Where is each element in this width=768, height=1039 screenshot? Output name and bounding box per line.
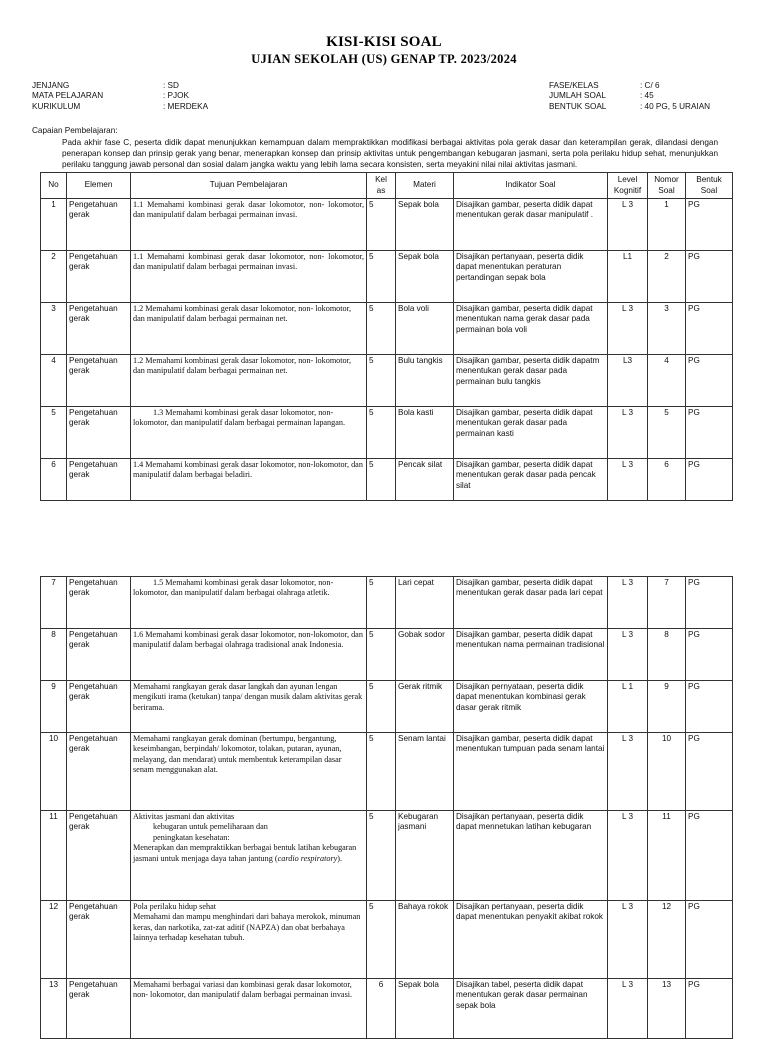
- cell-indikator: Disajikan gambar, peserta didik dapat menentukan gerak dasar pada lari cepat: [454, 577, 608, 629]
- tujuan-italic: cardio respiratory: [277, 853, 338, 863]
- cell-level: L 3: [608, 577, 648, 629]
- meta-key: JUMLAH SOAL: [549, 91, 606, 101]
- meta-row-bentuk-soal: [549, 102, 710, 112]
- cell-nomor: 12: [648, 901, 686, 979]
- cell-no: 7: [41, 577, 67, 629]
- cell-elemen: Pengetahuan gerak: [67, 251, 131, 303]
- meta-row-jenjang: [32, 81, 208, 91]
- meta-key: MATA PELAJARAN: [32, 91, 104, 101]
- tujuan-line: [133, 843, 364, 864]
- cell-indikator: Disajikan pertanyaan, peserta didik dapat menentukan peraturan pertandingan sepak bola: [454, 251, 608, 303]
- table-row: [41, 251, 733, 303]
- cell-bentuk: PG: [686, 407, 733, 459]
- cell-indikator: Disajikan gambar, peserta didik dapat menentukan nama gerak dasar pada permainan bola voli: [454, 303, 608, 355]
- meta-value: : MERDEKA: [163, 101, 209, 111]
- header-elemen: Elemen: [67, 173, 131, 199]
- cell-indikator: Disajikan gambar, peserta didik dapat menentukan nama permainan tradisional: [454, 629, 608, 681]
- cell-tujuan: 1.5 Memahami kombinasi gerak dasar lokomotor, non-lokomotor, dan manipulatif dalam berbagai olahraga atletik.: [131, 577, 367, 629]
- table-row: [41, 577, 733, 629]
- header-materi: Materi: [396, 173, 454, 199]
- cell-indikator: Disajikan gambar, peserta didik dapat menentukan gerak dasar manipulatif .: [454, 199, 608, 251]
- cell-elemen: Pengetahuan gerak: [67, 355, 131, 407]
- cell-bentuk: PG: [686, 979, 733, 1039]
- cell-materi: Sepak bola: [396, 251, 454, 303]
- cell-level: L 3: [608, 303, 648, 355]
- cell-no: 2: [41, 251, 67, 303]
- cell-no: 3: [41, 303, 67, 355]
- cell-kelas: 5: [367, 459, 396, 501]
- cell-bentuk: PG: [686, 459, 733, 501]
- cell-kelas: 5: [367, 355, 396, 407]
- cell-nomor: 11: [648, 811, 686, 901]
- cell-bentuk: PG: [686, 251, 733, 303]
- cell-tujuan: 1.1 Memahami kombinasi gerak dasar lokomotor, non- lokomotor, dan manipulatif dalam berbagai permainan invasi.: [131, 251, 367, 303]
- table-row: [41, 979, 733, 1039]
- table-row: [41, 901, 733, 979]
- meta-left: [32, 81, 208, 112]
- table-row: [41, 303, 733, 355]
- cell-tujuan: 1.2 Memahami kombinasi gerak dasar lokomotor, non- lokomotor, dan manipulatif dalam berbagai permainan net.: [131, 355, 367, 407]
- cell-no: 1: [41, 199, 67, 251]
- table-row: [41, 407, 733, 459]
- cell-kelas: 5: [367, 199, 396, 251]
- cell-materi: Pencak silat: [396, 459, 454, 501]
- capaian-text: Pada akhir fase C, peserta didik dapat menunjukkan kemampuan dalam mempraktikkan modifikasi berbagai aktivitas pola gerak dasar dan keterampilan gerak, dilandasi dengan penerapan konsep dan prinsip gerak yang benar, menerapkan konsep dan prinsip aktivitas untuk pengembangan kebugaran jasmani, serta pola perilaku hidup sehat, menunjukkan perilaku tanggung jawab personal dan sosial dalam jangka waktu yang lebih lama secara konsisten, serta meyakini nilai nilai aktivitas jasmani.: [62, 138, 718, 169]
- cell-kelas: 5: [367, 629, 396, 681]
- cell-bentuk: PG: [686, 199, 733, 251]
- cell-nomor: 1: [648, 199, 686, 251]
- table-row: [41, 459, 733, 501]
- cell-tujuan: Memahami rangkayan gerak dasar langkah dan ayunan lengan mengikuti irama (ketukan) tanpa/ dengan musik dalam aktivitas gerak berirama.: [131, 681, 367, 733]
- cell-bentuk: PG: [686, 577, 733, 629]
- cell-elemen: Pengetahuan gerak: [67, 459, 131, 501]
- cell-indikator: Disajikan gambar, peserta didik dapat menentukan gerak dasar pada permainan kasti: [454, 407, 608, 459]
- tujuan-text: ).: [337, 853, 343, 863]
- cell-elemen: Pengetahuan gerak: [67, 901, 131, 979]
- tujuan-line: Memahami dan mampu menghindari dari bahaya merokok, minuman keras, dan narkotika, zat-zat aditif (NAPZA) dan obat berbahaya lainnya terhadap kesehatan tubuh.: [133, 912, 361, 943]
- meta-value: : 40 PG, 5 URAIAN: [640, 101, 711, 111]
- meta-right: [549, 81, 710, 112]
- cell-elemen: Pengetahuan gerak: [67, 199, 131, 251]
- cell-materi: Bahaya rokok: [396, 901, 454, 979]
- cell-elemen: Pengetahuan gerak: [67, 629, 131, 681]
- meta-key: BENTUK SOAL: [549, 101, 607, 111]
- cell-level: L1: [608, 251, 648, 303]
- cell-materi: Kebugaran jasmani: [396, 811, 454, 901]
- cell-level: L 3: [608, 459, 648, 501]
- cell-no: 10: [41, 733, 67, 811]
- cell-bentuk: PG: [686, 303, 733, 355]
- header-no: No: [41, 173, 67, 199]
- cell-bentuk: PG: [686, 681, 733, 733]
- cell-kelas: 5: [367, 303, 396, 355]
- cell-elemen: Pengetahuan gerak: [67, 577, 131, 629]
- header-indikator: Indikator Soal: [454, 173, 608, 199]
- cell-no: 13: [41, 979, 67, 1039]
- cell-elemen: Pengetahuan gerak: [67, 681, 131, 733]
- cell-indikator: Disajikan tabel, peserta didik dapat menentukan gerak dasar permainan sepak bola: [454, 979, 608, 1039]
- cell-tujuan: [131, 901, 367, 979]
- cell-elemen: Pengetahuan gerak: [67, 733, 131, 811]
- cell-level: L 3: [608, 629, 648, 681]
- cell-nomor: 7: [648, 577, 686, 629]
- tujuan-line: Pola perilaku hidup sehat: [133, 902, 216, 911]
- cell-nomor: 6: [648, 459, 686, 501]
- cell-nomor: 10: [648, 733, 686, 811]
- cell-elemen: Pengetahuan gerak: [67, 407, 131, 459]
- cell-bentuk: PG: [686, 811, 733, 901]
- document-subtitle: UJIAN SEKOLAH (US) GENAP TP. 2023/2024: [251, 52, 517, 66]
- cell-level: L 1: [608, 681, 648, 733]
- cell-indikator: Disajikan pertanyaan, peserta didik dapat menentukan penyakit akibat rokok: [454, 901, 608, 979]
- cell-tujuan: [131, 811, 367, 901]
- table-row: [41, 733, 733, 811]
- capaian-title: Capaian Pembelajaran:: [32, 126, 118, 135]
- header-bentuk: Bentuk Soal: [686, 173, 733, 199]
- header-level: Level Kognitif: [608, 173, 648, 199]
- document-title: KISI-KISI SOAL: [326, 34, 442, 50]
- tujuan-line: peningkatan kesehatan:: [153, 832, 230, 842]
- cell-indikator: Disajikan gambar, peserta didik dapat menentukan gerak dasar pada pencak silat: [454, 459, 608, 501]
- tujuan-line: kebugaran untuk pemeliharaan dan: [153, 822, 268, 832]
- cell-tujuan: 1.1 Memahami kombinasi gerak dasar lokomotor, non- lokomotor, dan manipulatif dalam berbagai permainan invasi.: [131, 199, 367, 251]
- cell-no: 11: [41, 811, 67, 901]
- cell-materi: Sepak bola: [396, 979, 454, 1039]
- meta-row-jumlah-soal: [549, 91, 710, 101]
- cell-tujuan: 1.4 Memahami kombinasi gerak dasar lokomotor, non-lokomotor, dan manipulatif dalam berbagai beladiri.: [131, 459, 367, 501]
- kisi-table-page-1: [40, 172, 733, 501]
- cell-elemen: Pengetahuan gerak: [67, 303, 131, 355]
- cell-no: 4: [41, 355, 67, 407]
- header-row: [41, 173, 733, 199]
- tujuan-line: Aktivitas jasmani dan aktivitas: [133, 812, 235, 821]
- cell-level: L3: [608, 355, 648, 407]
- cell-no: 8: [41, 629, 67, 681]
- cell-kelas: 5: [367, 407, 396, 459]
- cell-level: L 3: [608, 407, 648, 459]
- cell-tujuan: 1.3 Memahami kombinasi gerak dasar lokomotor, non- lokomotor, dan manipulatif dalam berbagai permainan lapangan.: [131, 407, 367, 459]
- cell-nomor: 9: [648, 681, 686, 733]
- header-tujuan: Tujuan Pembelajaran: [131, 173, 367, 199]
- cell-bentuk: PG: [686, 355, 733, 407]
- cell-nomor: 3: [648, 303, 686, 355]
- meta-key: KURIKULUM: [32, 101, 81, 111]
- meta-key: FASE/KELAS: [549, 81, 599, 90]
- cell-level: L 3: [608, 979, 648, 1039]
- cell-nomor: 5: [648, 407, 686, 459]
- cell-materi: Gerak ritmik: [396, 681, 454, 733]
- cell-materi: Bola voli: [396, 303, 454, 355]
- cell-indikator: Disajikan pertanyaan, peserta didik dapat mennetukan latihan kebugaran: [454, 811, 608, 901]
- cell-level: L 3: [608, 733, 648, 811]
- cell-nomor: 2: [648, 251, 686, 303]
- cell-no: 5: [41, 407, 67, 459]
- cell-kelas: 5: [367, 733, 396, 811]
- cell-kelas: 5: [367, 681, 396, 733]
- cell-materi: Senam lantai: [396, 733, 454, 811]
- meta-value: : PJOK: [163, 91, 189, 101]
- cell-level: L 3: [608, 811, 648, 901]
- cell-tujuan: 1.2 Memahami kombinasi gerak dasar lokomotor, non- lokomotor, dan manipulatif dalam berbagai permainan net.: [131, 303, 367, 355]
- cell-materi: Gobak sodor: [396, 629, 454, 681]
- cell-no: 6: [41, 459, 67, 501]
- cell-bentuk: PG: [686, 733, 733, 811]
- cell-level: L 3: [608, 199, 648, 251]
- cell-level: L 3: [608, 901, 648, 979]
- cell-nomor: 13: [648, 979, 686, 1039]
- cell-elemen: Pengetahuan gerak: [67, 979, 131, 1039]
- cell-kelas: 6: [367, 979, 396, 1039]
- meta-value: : SD: [163, 81, 179, 90]
- cell-nomor: 8: [648, 629, 686, 681]
- tujuan-text: Menerapkan dan mempraktikkan berbagai bentuk latihan kebugaran jasmani untuk menjaga daya tahan jantung (: [133, 843, 357, 863]
- kisi-table-page-2: [40, 576, 733, 1039]
- cell-no: 12: [41, 901, 67, 979]
- cell-indikator: Disajikan gambar, peserta didik dapatm menentukan gerak dasar pada permainan bulu tangkis: [454, 355, 608, 407]
- cell-bentuk: PG: [686, 629, 733, 681]
- cell-tujuan: Memahami rangkayan gerak dominan (bertumpu, bergantung, keseimbangan, berpindah/ lokomotor, tolakan, putaran, ayunan, melayang, dan mendarat) untuk membentuk keterampilan dasar senam menggunakan alat.: [131, 733, 367, 811]
- meta-value: : C/ 6: [640, 81, 660, 90]
- meta-row-kurikulum: [32, 102, 208, 112]
- meta-row-fase-kelas: [549, 81, 710, 91]
- cell-kelas: 5: [367, 251, 396, 303]
- cell-kelas: 5: [367, 577, 396, 629]
- cell-materi: Bulu tangkis: [396, 355, 454, 407]
- cell-indikator: Disajikan pernyataan, peserta didik dapat menentukan kombinasi gerak dasar gerak ritmik: [454, 681, 608, 733]
- header-kelas: Kelas: [367, 173, 396, 199]
- cell-materi: Sepak bola: [396, 199, 454, 251]
- cell-no: 9: [41, 681, 67, 733]
- cell-tujuan: Memahami berbagai variasi dan kombinasi gerak dasar lokomotor, non- lokomotor, dan manipulatif dalam berbagai permainan invasi.: [131, 979, 367, 1039]
- cell-nomor: 4: [648, 355, 686, 407]
- cell-elemen: Pengetahuan gerak: [67, 811, 131, 901]
- cell-tujuan: 1.6 Memahami kombinasi gerak dasar lokomotor, non-lokomotor, dan manipulatif dalam berbagai olahraga tradisional anak Indonesia.: [131, 629, 367, 681]
- table-row: [41, 355, 733, 407]
- cell-kelas: 5: [367, 901, 396, 979]
- cell-materi: Lari cepat: [396, 577, 454, 629]
- cell-bentuk: PG: [686, 901, 733, 979]
- cell-indikator: Disajikan gambar, peserta didik dapat menentukan tumpuan pada senam lantai: [454, 733, 608, 811]
- meta-key: JENJANG: [32, 81, 70, 90]
- table-row: [41, 629, 733, 681]
- header-nomor: Nomor Soal: [648, 173, 686, 199]
- cell-kelas: 5: [367, 811, 396, 901]
- cell-materi: Bola kasti: [396, 407, 454, 459]
- meta-row-mata-pelajaran: [32, 91, 208, 101]
- table-row: [41, 681, 733, 733]
- meta-value: : 45: [640, 91, 654, 101]
- table-row: [41, 811, 733, 901]
- table-row: [41, 199, 733, 251]
